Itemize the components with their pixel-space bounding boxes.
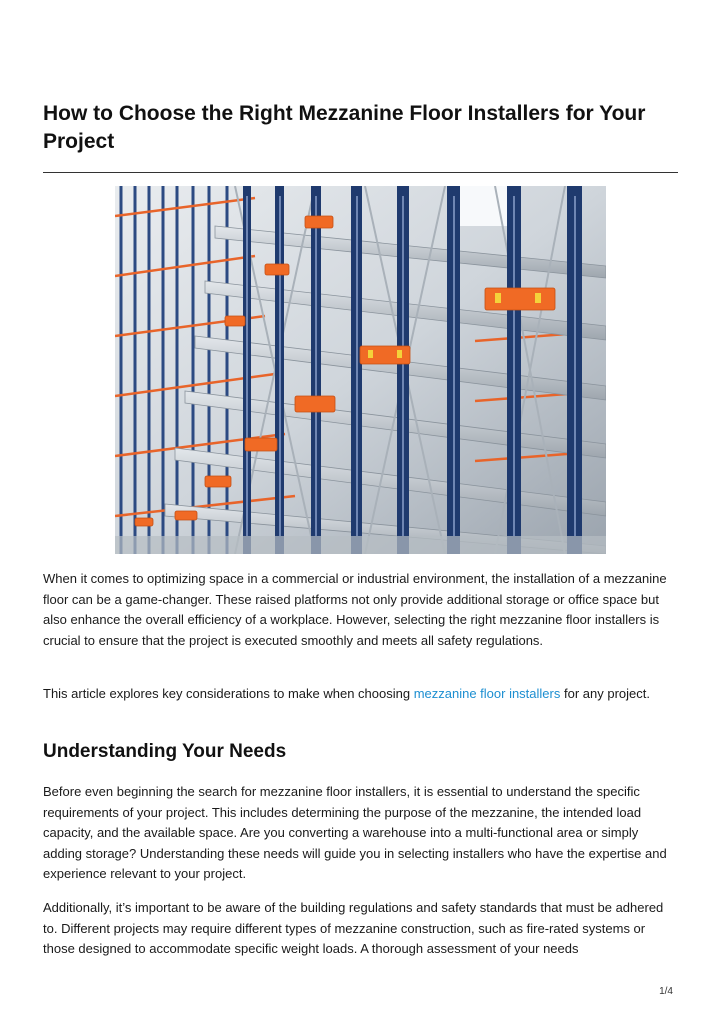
explore-text-before: This article explores key considerations to make when choosing	[43, 686, 414, 701]
warehouse-racking-photo	[115, 186, 606, 554]
title-divider	[43, 172, 678, 173]
section-heading: Understanding Your Needs	[43, 741, 287, 762]
regulations-paragraph: Additionally, it’s important to be aware of the building regulations and safety standards that must be adhered to. Different projects may require different types of mezzanine construction, such as fire-rated systems or those designed to accommodate specific weight loads. A thorough assessment of your needs	[43, 900, 664, 956]
mezzanine-installers-link[interactable]: mezzanine floor installers	[413, 686, 561, 701]
explore-text-after: for any project.	[560, 686, 650, 701]
intro-paragraph: When it comes to optimizing space in a commercial or industrial environment, the installation of a mezzanine floor can be a game-changer. These raised platforms not only provide additional storage or office space but also enhance the overall efficiency of a workplace. However, selecting the right mezzanine floor installers is crucial to ensure that the project is executed smoothly and meets all safety regulations.	[43, 571, 667, 648]
explore-paragraph	[43, 684, 679, 705]
page-number: 1/4	[659, 986, 673, 997]
article-title: How to Choose the Right Mezzanine Floor Installers for Your Project	[43, 102, 646, 153]
needs-paragraph: Before even beginning the search for mezzanine floor installers, it is essential to understand the specific requirements of your project. This includes determining the purpose of the mezzanine, the intended load capacity, and the available space. Are you converting a warehouse into a multi-functional area or simply adding storage? Understanding these needs will guide you in selecting installers who have the expertise and experience relevant to your project.	[43, 784, 667, 881]
